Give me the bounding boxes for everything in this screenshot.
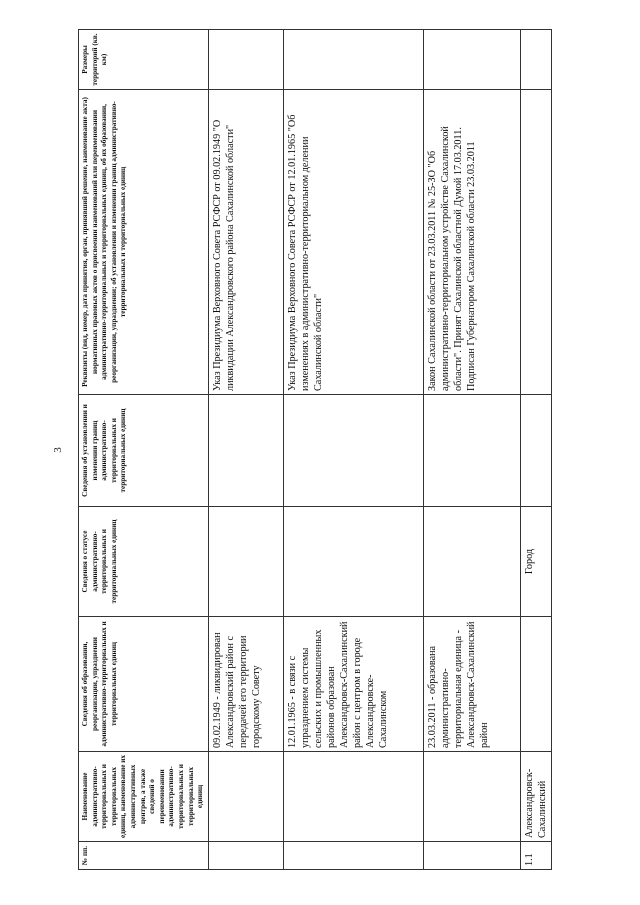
cell-status [283, 507, 423, 617]
header-name: Наименование административно-территориальных и территориальных единиц, наименование их административных центров, а также сведений о переименовании административно-территориальных и территориальных единиц [79, 752, 209, 842]
cell-formation [520, 617, 551, 752]
cell-borders [520, 395, 551, 507]
cell-name [423, 752, 520, 842]
cell-num [208, 842, 283, 870]
cell-borders [423, 395, 520, 507]
header-requisites: Реквизиты (вид, номер, дата принятия, орган, принявший решение, наименование акта) нормативных правовых актов о присвоении наименований или переименовании административно-территориальных и территориальных единиц, об их образовании, реорганизации, упразднении; об установлении и изменении границ административно-территориальных и территориальных единиц [79, 90, 209, 395]
table-row [520, 30, 551, 870]
cell-formation: 23.03.2011 - образована административно-территориальная единица - Александровск-Сахалинский район [423, 617, 520, 752]
cell-requisites [520, 90, 551, 395]
cell-status [208, 507, 283, 617]
header-num: № пп. [79, 842, 209, 870]
cell-status [423, 507, 520, 617]
cell-name: Александровск-Сахалинский [520, 752, 551, 842]
header-borders: Сведения об установлении и изменении границ административно-территориальных и территориальных единиц [79, 395, 209, 507]
table-row [208, 30, 283, 870]
cell-num: 1.1 [520, 842, 551, 870]
cell-num [423, 842, 520, 870]
table-row [423, 30, 520, 870]
cell-name [283, 752, 423, 842]
cell-requisites: Указ Президиума Верховного Совета РСФСР от 12.01.1965 "Об изменениях в административно-территориальном делении Сахалинской области" [283, 90, 423, 395]
cell-area [208, 30, 283, 90]
cell-name [208, 752, 283, 842]
cell-formation: 12.01.1965 - в связи с упразднением системы сельских и промышленных районов образован Александровск-Сахалинский район с центром в городе Александровске-Сахалинском [283, 617, 423, 752]
table-row [283, 30, 423, 870]
header-formation: Сведения об образовании, реорганизации, упразднении административно-территориальных и территориальных единиц [79, 617, 209, 752]
cell-formation: 09.02.1949 - ликвидирован Александровский район с передачей его территории городскому Совету [208, 617, 283, 752]
cell-status: Город [520, 507, 551, 617]
header-area: Размеры территорий (кв. км) [79, 30, 209, 90]
cell-requisites: Закон Сахалинской области от 23.03.2011 № 25-ЗО "Об административно-территориальном устройстве Сахалинской области". Принят Сахалинской областной Думой 17.03.2011. Подписан Губернатором Сахалинской области 23.03.2011 [423, 90, 520, 395]
cell-area [520, 30, 551, 90]
page-number: 3 [52, 447, 64, 453]
cell-area [423, 30, 520, 90]
cell-borders [208, 395, 283, 507]
cell-num [283, 842, 423, 870]
rotated-table-wrapper [52, 30, 548, 870]
cell-borders [283, 395, 423, 507]
header-status: Сведения о статусе административно-территориальных и территориальных единиц [79, 507, 209, 617]
administrative-units-table [78, 29, 552, 870]
cell-area [283, 30, 423, 90]
cell-requisites: Указ Президиума Верховного Совета РСФСР от 09.02.1949 "О ликвидации Александровского района Сахалинской области" [208, 90, 283, 395]
table-header-row [79, 30, 209, 870]
